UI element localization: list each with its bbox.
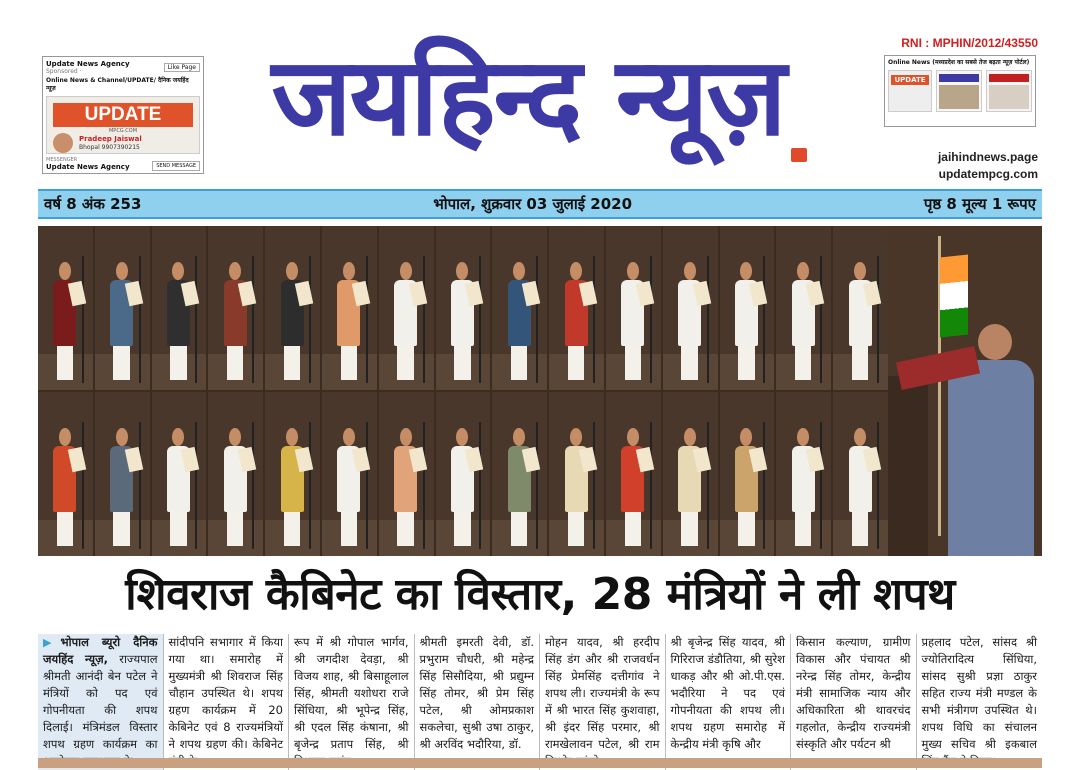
minister-photo-tile [776, 392, 831, 556]
minister-photo-tile [152, 226, 207, 390]
minister-photo-tile [379, 226, 434, 390]
rni-number: RNI : MPHIN/2012/43550 [901, 36, 1038, 50]
newspaper-masthead: जयहिन्द न्यूज़ [271, 35, 785, 160]
minister-photo-tile [152, 392, 207, 556]
article-column: श्री बृजेन्द्र सिंह यादव, श्री गिरिराज डंडौतिया, श्री सुरेश धाकड़ और श्री ओ.पी.एस. भदौरिया ने पद एवं गोपनीयता की शपथ ली। शपथ ग्रहण समारोह में केन्द्रीय मंत्री कृषि और [666, 634, 792, 770]
minister-photo-tile [492, 226, 547, 390]
main-headline: शिवराज कैबिनेट का विस्तार, 28 मंत्रियों ने ली शपथ [38, 560, 1042, 630]
newspaper-thumb-2 [986, 70, 1032, 112]
minister-photo-tile [663, 392, 718, 556]
article-byline: भोपाल ब्यूरो दैनिक जयहिंद न्यूज़, [43, 635, 158, 666]
minister-photo-tile [663, 226, 718, 390]
minister-photo-tile [776, 226, 831, 390]
newspaper-thumb-1 [936, 70, 982, 112]
minister-photo-tile [38, 226, 93, 390]
article-column-text: राज्यपाल श्रीमती आनंदी बेन पटेल ने मंत्रियों को पद एवं गोपनीयता की शपथ दिलाई। मंत्रिमंडल विस्तार शपथ ग्रहण कार्यक्रम का [43, 652, 158, 751]
online-news-ad-title: Online News (मध्यप्रदेश का सबसे तेज बढ़ता न्यूज़ पोर्टल) [888, 59, 1030, 66]
ad-page-name: Update News Agency [46, 60, 130, 68]
ad-phone: Bhopal 9907390215 [79, 144, 140, 151]
website-link-jaihind[interactable]: jaihindnews.page [937, 150, 1038, 164]
minister-oath-photo-collage [38, 226, 888, 556]
minister-photo-tile [606, 392, 661, 556]
online-news-ad-thumb [888, 70, 932, 112]
minister-photo-tile [436, 392, 491, 556]
article-column: प्रहलाद पटेल, सांसद श्री ज्योतिरादित्य सिंधिया, सांसद सुश्री प्रज्ञा ठाकुर सहित राज्य मंत्री मण्डल के सभी मंत्रीगण उपस्थित थे। शपथ विधि का संचालन मुख्य सचिव श्री इकबाल [921, 635, 1037, 751]
minister-photo-tile [208, 392, 263, 556]
ad-agency-name: Update News Agency [46, 163, 130, 171]
article-column [38, 634, 164, 770]
bottom-photo-strip [38, 758, 1042, 768]
ad-sponsored-label: Sponsored · [46, 68, 82, 75]
online-news-ad[interactable] [884, 55, 1036, 127]
minister-photo-tile [95, 392, 150, 556]
ad-description: Online News & Channel/UPDATE/ दैनिक जयहिंद न्यूज़ [46, 77, 189, 92]
article-column: रूप में श्री गोपाल भार्गव, श्री जगदीश देवड़ा, श्री विजय शाह, श्री बिसाहूलाल सिंह, श्रीमती यशोधरा राजे सिंधिया, श्री भूपेन्द्र सिंह, श्री एदल सिंह कंषाना, श्री बृजेन्द्र प्रताप सिंह, श्री [289, 634, 415, 770]
minister-photo-tile [38, 392, 93, 556]
article-column: मोहन यादव, श्री हरदीप सिंह डंग और श्री राजवर्धन सिंह प्रेमसिंह दत्तीगांव ने शपथ ली। राज्यमंत्री के रूप में श्री भारत सिंह कुशवाहा, श्री इंदर सिंह परमार, श्री रामखेलावन पटेल, श्री राम [540, 634, 666, 770]
like-page-button[interactable]: Like Page [164, 63, 200, 72]
minister-photo-tile [606, 226, 661, 390]
minister-photo-tile [833, 226, 888, 390]
governor-figure [948, 360, 1034, 556]
minister-photo-tile [436, 226, 491, 390]
minister-photo-tile [95, 226, 150, 390]
minister-photo-tile [322, 392, 377, 556]
minister-photo-tile [720, 226, 775, 390]
minister-photo-tile [492, 392, 547, 556]
minister-photo-tile [208, 226, 263, 390]
issue-number: वर्ष 8 अंक 253 [44, 195, 142, 213]
national-flag [940, 255, 968, 338]
minister-photo-tile [549, 392, 604, 556]
page-price: पृष्ठ 8 मूल्य 1 रूपए [923, 195, 1036, 213]
ad-image [46, 96, 200, 154]
minister-photo-tile [379, 392, 434, 556]
governor-oath-photo [888, 226, 1042, 556]
article-body [38, 634, 1042, 754]
ad-avatar [53, 133, 73, 153]
online-news-ad-brand: UPDATE [891, 75, 929, 85]
minister-photo-tile [265, 226, 320, 390]
minister-photo-tile [322, 226, 377, 390]
article-column: किसान कल्याण, ग्रामीण विकास और पंचायत श्री नरेन्द्र सिंह तोमर, केन्द्रीय मंत्री सामाजिक न्याय और अधिकारिता श्री थावरचंद गहलोत, केन्द्रीय राज्यमंत्री संस्कृति और पर्यटन श्री [791, 634, 917, 770]
minister-photo-tile [549, 226, 604, 390]
byline-arrow-icon: ▶ [43, 636, 61, 649]
facebook-ad-update-news[interactable] [42, 56, 204, 174]
ad-person-name: Pradeep Jaiswal [79, 135, 142, 143]
date-bar [38, 189, 1042, 219]
ad-messenger-label: MESSENGER [46, 157, 78, 163]
lectern [888, 376, 928, 556]
website-link-updatempcg[interactable]: updatempcg.com [938, 167, 1038, 181]
minister-photo-tile [720, 392, 775, 556]
place-date: भोपाल, शुक्रवार 03 जुलाई 2020 [433, 195, 633, 213]
send-message-button[interactable]: SEND MESSAGE [152, 161, 200, 171]
ad-brand-banner: UPDATE [53, 103, 193, 127]
masthead-accent-dot [791, 148, 807, 162]
minister-photo-tile [833, 392, 888, 556]
ad-website: MPCG.COM [108, 128, 138, 134]
article-column: सांदीपनि सभागार में किया गया था। समारोह में मुख्यमंत्री श्री शिवराज सिंह चौहान उपस्थित थे। शपथ ग्रहण कार्यक्रम में 20 केबिनेट एवं 8 राज्यमंत्रियों ने शपथ ग्रहण की। केबिनेट [164, 634, 290, 770]
article-column: श्रीमती इमरती देवी, डॉ. प्रभुराम चौधरी, श्री महेन्द्र सिंह सिसौदिया, श्री प्रद्युम्न सिंह तोमर, श्री प्रेम सिंह पटेल, श्री ओमप्रकाश सकलेचा, सुश्री उषा ठाकुर, श्री अरविंद भदौरिया, डॉ. [415, 634, 541, 770]
governor-head [978, 324, 1012, 360]
minister-photo-tile [265, 392, 320, 556]
